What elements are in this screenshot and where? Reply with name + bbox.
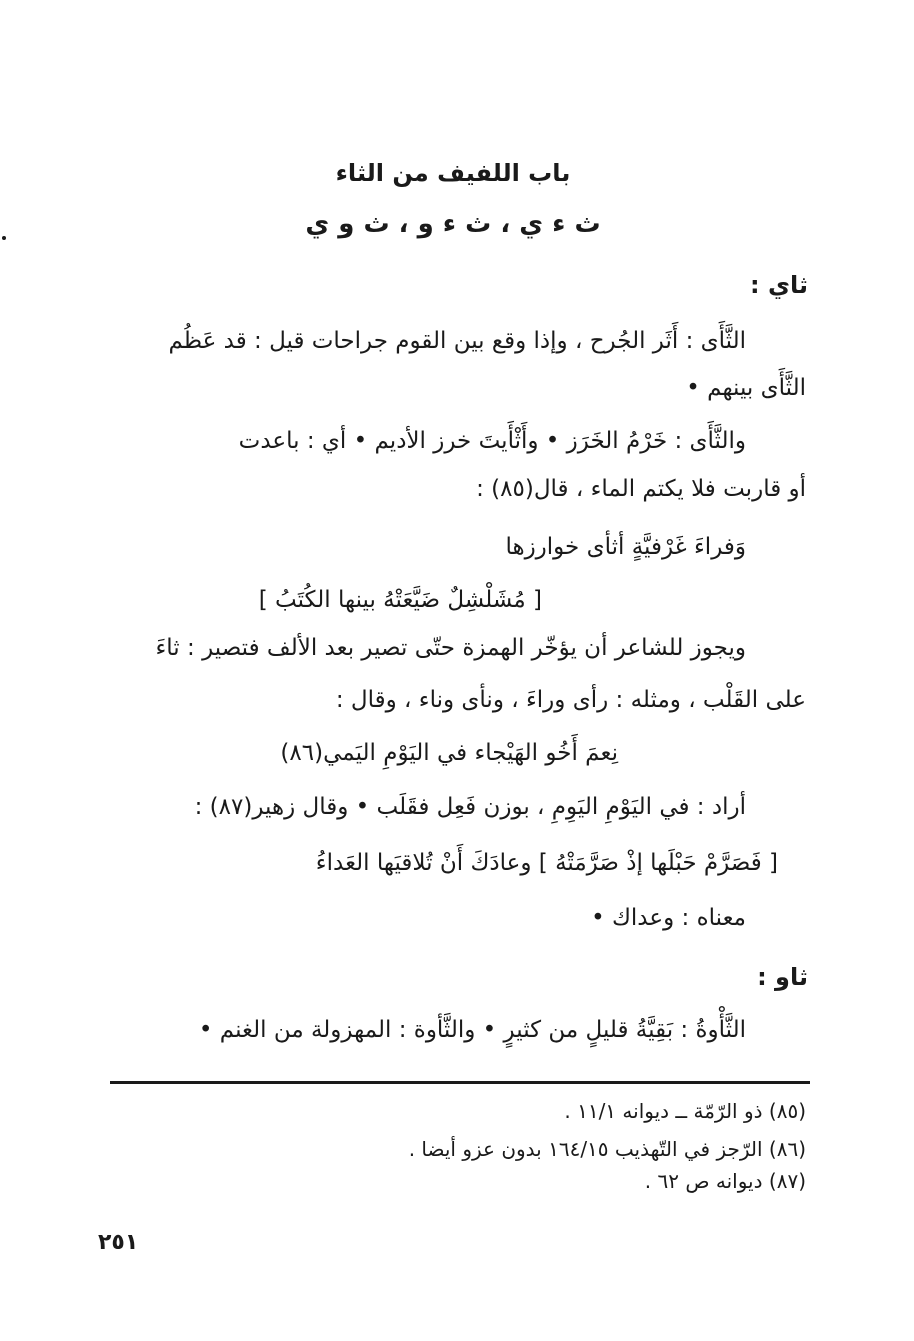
verse-line: [ فَصَرَّمْ حَبْلَها إذْ صَرَّمَتْهُ ] وعادَكَ أَنْ تُلاقيَها العَداءُ bbox=[315, 850, 778, 876]
footnote-divider bbox=[110, 1081, 810, 1084]
entry-text-line: الثَّأَى : أَثَر الجُرح ، وإذا وقع بين القوم جراحات قيل : قد عَظُم bbox=[168, 328, 746, 354]
entry-text-line: الثَّأَى بينهم • bbox=[686, 375, 806, 401]
chapter-roots: ث ء ي ، ث ء و ، ث و ي bbox=[305, 209, 601, 239]
footnote: (٨٧) ديوانه ص ٦٢ . bbox=[644, 1169, 806, 1193]
chapter-title: باب اللفيف من الثاء bbox=[335, 159, 571, 187]
verse-line: [ مُشَلْشِلٌ ضَيَّعَتْهُ بينها الكُتَبُ ] bbox=[258, 587, 542, 613]
verse-line: وَفراءَ غَرْفيَّةٍ أثأى خوارزها bbox=[505, 534, 746, 560]
entry-text-line: على القَلْب ، ومثله : رأى وراءَ ، ونأى وناء ، وقال : bbox=[335, 687, 806, 713]
entry-text-line: أو قاربت فلا يكتم الماء ، قال(٨٥) : bbox=[476, 476, 806, 502]
entry-text-line: ويجوز للشاعر أن يؤخّر الهمزة حتّى تصير بعد الألف فتصير : ثاءَ bbox=[155, 635, 746, 661]
page-number: ٢٥١ bbox=[98, 1230, 139, 1255]
scan-speck bbox=[2, 236, 6, 240]
footnote: (٨٥) ذو الرّمّة ــ ديوانه ١١/١ . bbox=[564, 1099, 806, 1123]
entry-headword: ثاي : bbox=[750, 271, 808, 299]
entry-headword: ثاو : bbox=[757, 963, 808, 991]
entry-text-line: معناه : وعداك • bbox=[591, 905, 746, 931]
entry-text-line: أراد : في اليَوْمِ اليَوِمِ ، بوزن فَعِل فقَلَب • وقال زهير(٨٧) : bbox=[194, 794, 746, 820]
entry-text-line: والثَّأَى : خَرْمُ الخَرَز • وأَثْأَيتَ خرز الأديم • أي : باعدت bbox=[238, 428, 746, 454]
verse-line: نِعمَ أَخُو الهَيْجاء في اليَوْمِ اليَمي(٨٦) bbox=[280, 740, 618, 766]
footnote: (٨٦) الرّجز في التّهذيب ١٦٤/١٥ بدون عزو أيضا . bbox=[408, 1137, 806, 1161]
entry-text-line: الثَّأْوةُ : بَقِيَّةُ قليلٍ من كثيرٍ • والثَّأوة : المهزولة من الغنم • bbox=[198, 1017, 746, 1043]
